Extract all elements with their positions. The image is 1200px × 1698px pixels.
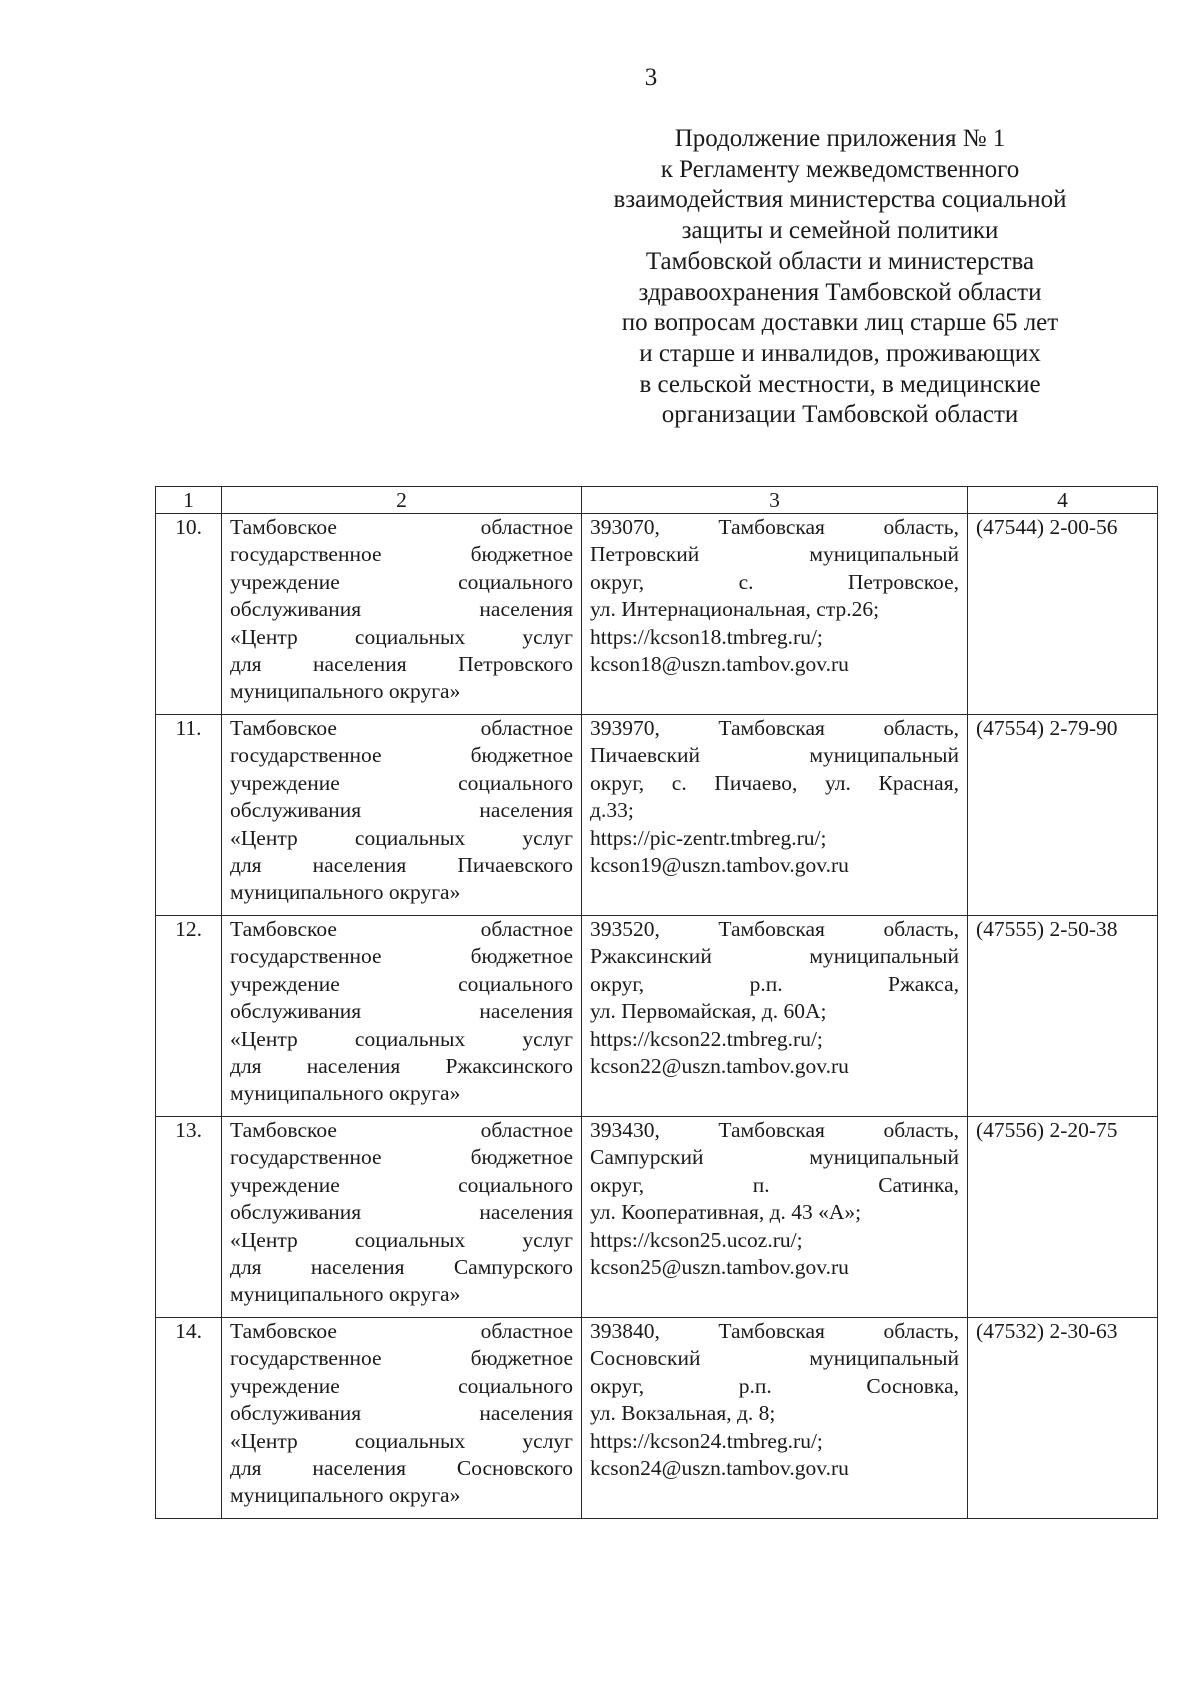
address-line: Ржаксинский муниципальный: [590, 944, 959, 969]
website-link[interactable]: https://kcson18.tmbreg.ru/;: [590, 624, 823, 649]
institution-name-line: для населения Сампурского: [230, 1255, 573, 1280]
phone-number: (47555) 2-50-38: [968, 916, 1158, 1117]
address-line: Пичаевский муниципальный: [590, 743, 959, 768]
header-line: организации Тамбовской области: [661, 401, 1019, 429]
institution-name-line: для населения Сосновского: [230, 1456, 573, 1481]
institution-name-line: учреждение социального: [230, 1172, 573, 1197]
column-header: 4: [968, 487, 1158, 514]
institution-name-line: обслуживания населения: [230, 597, 573, 622]
row-number: 10.: [156, 514, 222, 715]
address-line: округ, с. Петровское,: [590, 569, 959, 594]
institution-name-line: Тамбовское областное: [230, 515, 573, 539]
institution-name-line: «Центр социальных услуг: [230, 825, 573, 850]
column-header: 2: [222, 487, 582, 514]
institution-name: [222, 916, 582, 1117]
header-line: Тамбовской области и министерства: [645, 247, 1035, 275]
address-line: д.33;: [590, 798, 634, 823]
email-link[interactable]: kcson18@uszn.tambov.gov.ru: [590, 652, 849, 677]
header-line: в сельской местности, в медицинские: [639, 370, 1041, 398]
institution-address: [582, 916, 968, 1117]
address-line: ул. Первомайская, д. 60А;: [590, 999, 827, 1024]
address-line: ул. Кооперативная, д. 43 «А»;: [590, 1200, 862, 1225]
column-header: 1: [156, 487, 222, 514]
website-link[interactable]: https://kcson24.tmbreg.ru/;: [590, 1428, 823, 1453]
institution-name-line: Тамбовское областное: [230, 1319, 573, 1343]
email-link[interactable]: kcson24@uszn.tambov.gov.ru: [590, 1456, 849, 1481]
address-line: Сосновский муниципальный: [590, 1346, 959, 1371]
header-line: к Регламенту межведомственного: [660, 155, 1020, 183]
address-line: 393070, Тамбовская область,: [590, 515, 959, 539]
table-row: [156, 1117, 1158, 1318]
address-line: Сампурский муниципальный: [590, 1145, 959, 1170]
website-link[interactable]: https://pic-zentr.tmbreg.ru/;: [590, 825, 827, 850]
address-line: округ, р.п. Сосновка,: [590, 1373, 959, 1398]
institution-name-line: Тамбовское областное: [230, 716, 573, 740]
header-line: защиты и семейной политики: [681, 217, 999, 245]
table-row: [156, 715, 1158, 916]
address-line: 393520, Тамбовская область,: [590, 917, 959, 941]
institution-name-line: для населения Пичаевского: [230, 853, 573, 878]
row-number: 12.: [156, 916, 222, 1117]
institution-name-line: «Центр социальных услуг: [230, 624, 573, 649]
institution-name-line: для населения Петровского: [230, 652, 573, 677]
institution-name-line: государственное бюджетное: [230, 542, 573, 567]
phone-number: (47544) 2-00-56: [968, 514, 1158, 715]
institution-name: [222, 1318, 582, 1519]
institution-name-line: учреждение социального: [230, 1373, 573, 1398]
institution-name-line: учреждение социального: [230, 770, 573, 795]
institution-name-line: обслуживания населения: [230, 798, 573, 823]
institution-name-line: Тамбовское областное: [230, 917, 573, 941]
address-line: округ, п. Сатинка,: [590, 1172, 959, 1197]
institution-name-line: муниципального округа»: [230, 679, 461, 704]
website-link[interactable]: https://kcson25.ucoz.ru/;: [590, 1227, 803, 1252]
header-line: здравоохранения Тамбовской области: [638, 278, 1042, 306]
institution-name: [222, 715, 582, 916]
address-line: ул. Интернациональная, стр.26;: [590, 597, 880, 622]
appendix-header: [590, 124, 1090, 431]
header-line: взаимодействия министерства социальной: [613, 186, 1067, 214]
institution-address: [582, 1117, 968, 1318]
header-line: по вопросам доставки лиц старше 65 лет: [621, 309, 1059, 337]
row-number: 13.: [156, 1117, 222, 1318]
address-line: 393840, Тамбовская область,: [590, 1319, 959, 1343]
institution-name-line: обслуживания населения: [230, 1401, 573, 1426]
institution-name-line: обслуживания населения: [230, 1200, 573, 1225]
email-link[interactable]: kcson22@uszn.tambov.gov.ru: [590, 1054, 849, 1079]
address-line: 393970, Тамбовская область,: [590, 716, 959, 740]
institution-name-line: учреждение социального: [230, 569, 573, 594]
institution-name-line: муниципального округа»: [230, 1282, 461, 1307]
institution-name-line: государственное бюджетное: [230, 944, 573, 969]
website-link[interactable]: https://kcson22.tmbreg.ru/;: [590, 1026, 823, 1051]
institution-name-line: государственное бюджетное: [230, 1145, 573, 1170]
table-header-row: [156, 487, 1158, 514]
phone-number: (47556) 2-20-75: [968, 1117, 1158, 1318]
institution-name-line: «Центр социальных услуг: [230, 1428, 573, 1453]
page-number: 3: [644, 64, 658, 91]
institution-name-line: Тамбовское областное: [230, 1118, 573, 1142]
email-link[interactable]: kcson19@uszn.tambov.gov.ru: [590, 853, 849, 878]
address-line: 393430, Тамбовская область,: [590, 1118, 959, 1142]
email-link[interactable]: kcson25@uszn.tambov.gov.ru: [590, 1255, 849, 1280]
institution-address: [582, 514, 968, 715]
header-line: и старше и инвалидов, проживающих: [639, 339, 1041, 367]
row-number: 14.: [156, 1318, 222, 1519]
institution-name-line: обслуживания населения: [230, 999, 573, 1024]
address-line: округ, р.п. Ржакса,: [590, 971, 959, 996]
table-row: [156, 1318, 1158, 1519]
institution-name-line: муниципального округа»: [230, 880, 461, 905]
table-row: [156, 916, 1158, 1117]
phone-number: (47532) 2-30-63: [968, 1318, 1158, 1519]
institution-name-line: учреждение социального: [230, 971, 573, 996]
institution-address: [582, 715, 968, 916]
institution-name: [222, 1117, 582, 1318]
institution-name-line: муниципального округа»: [230, 1483, 461, 1508]
address-line: Петровский муниципальный: [590, 542, 959, 567]
institution-name-line: государственное бюджетное: [230, 743, 573, 768]
institution-address: [582, 1318, 968, 1519]
institution-name-line: «Центр социальных услуг: [230, 1227, 573, 1252]
institution-name-line: муниципального округа»: [230, 1081, 461, 1106]
row-number: 11.: [156, 715, 222, 916]
institution-name-line: «Центр социальных услуг: [230, 1026, 573, 1051]
header-line: Продолжение приложения № 1: [674, 125, 1006, 152]
address-line: округ, с. Пичаево, ул. Красная,: [590, 770, 959, 795]
institution-name: [222, 514, 582, 715]
phone-number: (47554) 2-79-90: [968, 715, 1158, 916]
table-row: [156, 514, 1158, 715]
address-line: ул. Вокзальная, д. 8;: [590, 1401, 776, 1426]
institution-name-line: для населения Ржаксинского: [230, 1054, 573, 1079]
institution-name-line: государственное бюджетное: [230, 1346, 573, 1371]
institutions-table: [155, 486, 1158, 1519]
column-header: 3: [582, 487, 968, 514]
